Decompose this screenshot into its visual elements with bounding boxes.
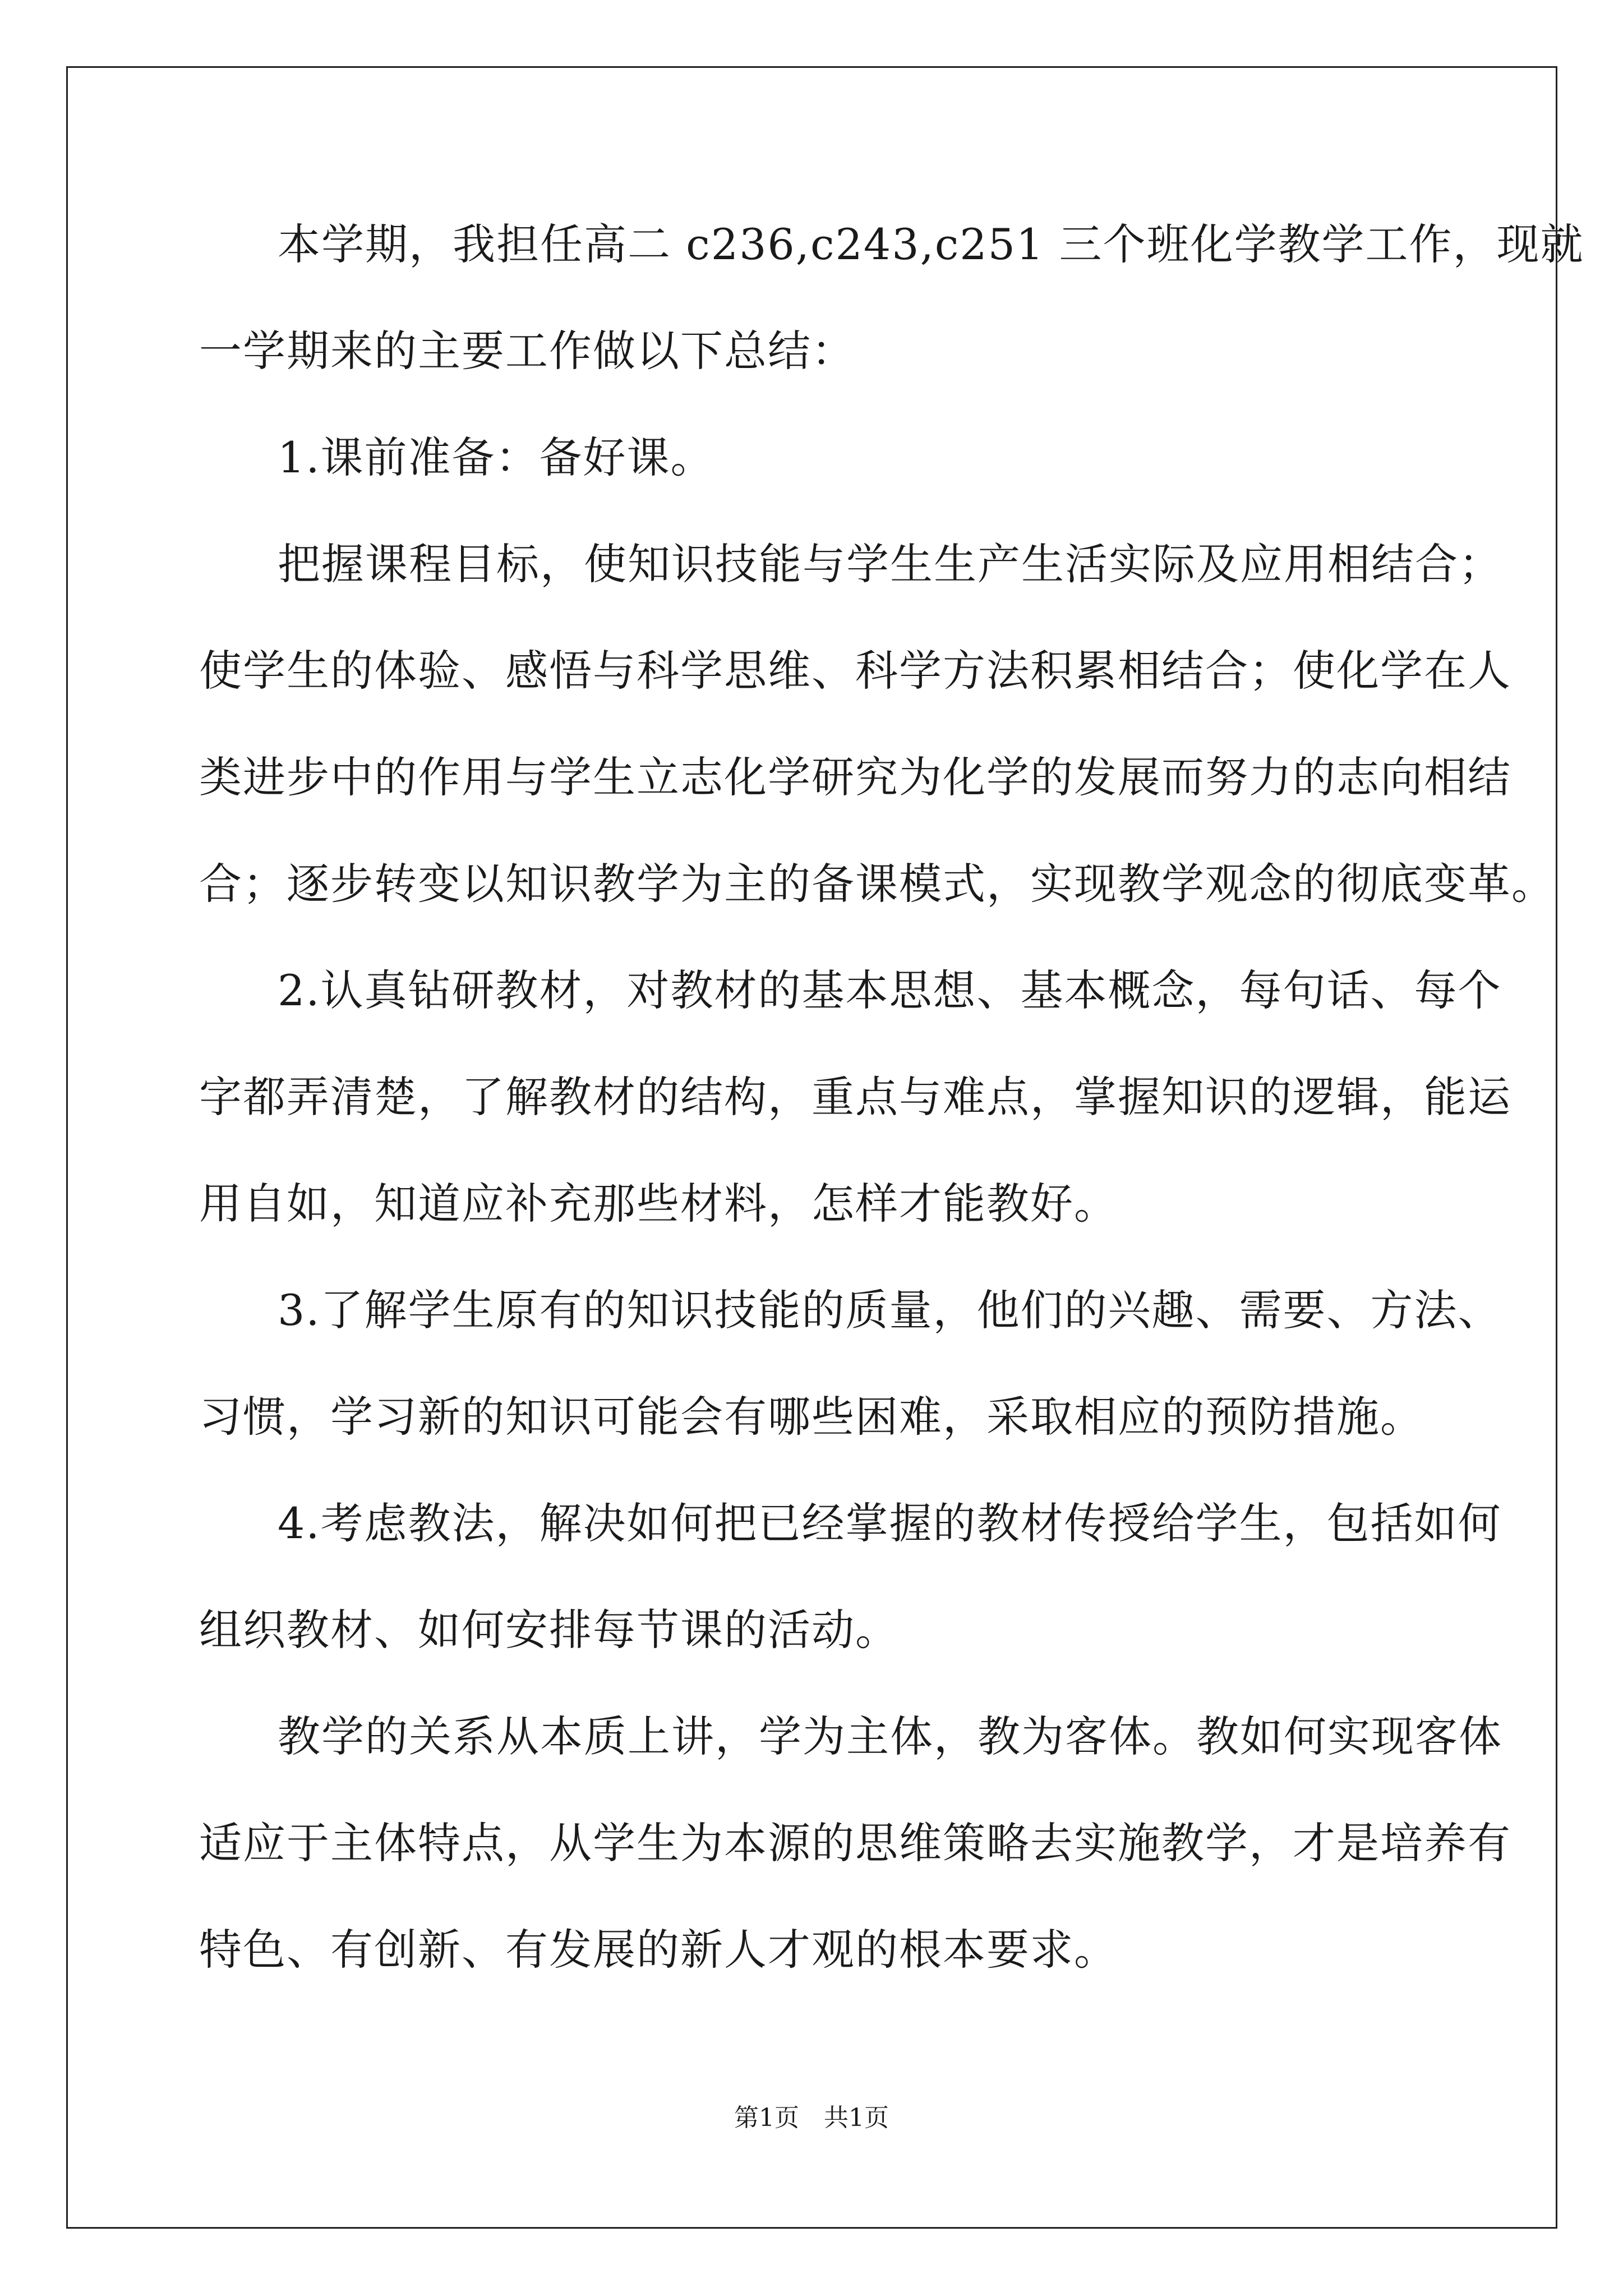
paragraph-line: 特色、有创新、有发展的新人才观的根本要求。	[199, 1925, 1118, 1975]
paragraph-line: 本学期，我担任高二 c236,c243,c251 三个班化学教学工作，现就	[278, 219, 1584, 269]
paragraph-line: 一学期来的主要工作做以下总结：	[199, 326, 855, 376]
paragraph-line: 2.认真钻研教材，对教材的基本思想、基本概念，每句话、每个	[278, 965, 1502, 1015]
paragraph-line: 把握课程目标，使知识技能与学生生产生活实际及应用相结合；	[278, 539, 1502, 589]
paragraph-line: 3.了解学生原有的知识技能的质量，他们的兴趣、需要、方法、	[278, 1285, 1502, 1335]
paragraph-line: 使学生的体验、感悟与科学思维、科学方法积累相结合；使化学在人	[199, 646, 1511, 696]
paragraph-line: 习惯，学习新的知识可能会有哪些困难，采取相应的预防措施。	[199, 1392, 1424, 1442]
page-number: 第1页 共1页	[734, 2104, 889, 2132]
page-border	[66, 66, 1557, 2229]
paragraph-line: 适应于主体特点，从学生为本源的思维策略去实施教学，才是培养有	[199, 1818, 1511, 1868]
paragraph-line: 用自如，知道应补充那些材料，怎样才能教好。	[199, 1179, 1118, 1228]
paragraph-line: 教学的关系从本质上讲，学为主体，教为客体。教如何实现客体	[278, 1711, 1502, 1761]
paragraph-line: 4.考虑教法，解决如何把已经掌握的教材传授给学生，包括如何	[278, 1498, 1502, 1548]
paragraph-line: 字都弄清楚，了解教材的结构，重点与难点，掌握知识的逻辑，能运	[199, 1072, 1511, 1122]
paragraph-line: 合；逐步转变以知识教学为主的备课模式，实现教学观念的彻底变革。	[199, 859, 1555, 909]
paragraph-line: 组织教材、如何安排每节课的活动。	[199, 1605, 899, 1655]
paragraph-line: 类进步中的作用与学生立志化学研究为化学的发展而努力的志向相结	[199, 752, 1511, 802]
paragraph-line: 1.课前准备：备好课。	[278, 432, 714, 482]
